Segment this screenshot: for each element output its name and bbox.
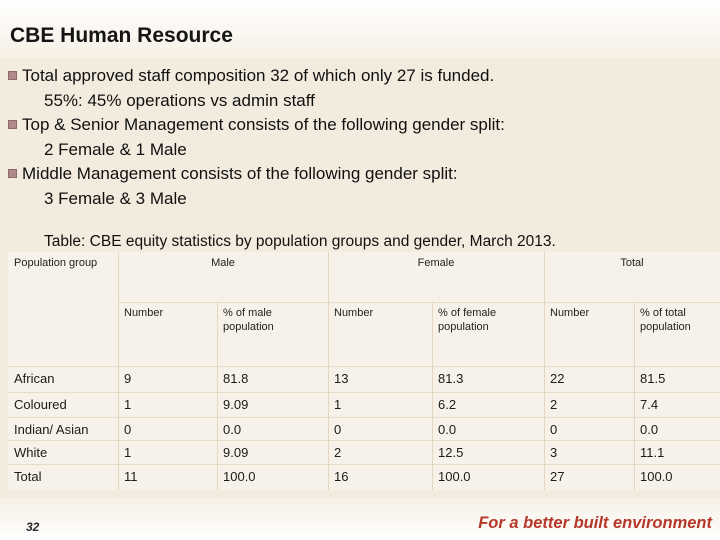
row-group-label: African bbox=[14, 371, 55, 386]
table-cell: 0.0 bbox=[640, 422, 659, 437]
table-cell: 100.0 bbox=[223, 469, 256, 484]
table-cell: 81.3 bbox=[438, 371, 464, 386]
bullet-item bbox=[8, 113, 708, 138]
table-cell: 9 bbox=[124, 371, 132, 386]
row-group-label: Total bbox=[14, 469, 42, 484]
bullet-item bbox=[8, 162, 708, 187]
table-cell: 100.0 bbox=[438, 469, 471, 484]
bullet-subtext: 55%: 45% operations vs admin staff bbox=[44, 90, 315, 110]
header-male: Male bbox=[211, 257, 235, 269]
table-cell: 16 bbox=[334, 469, 349, 484]
bullet-list bbox=[8, 64, 708, 212]
table-cell: 13 bbox=[334, 371, 349, 386]
table-cell: 11 bbox=[124, 469, 138, 484]
table-cell: 81.5 bbox=[640, 371, 666, 386]
table-cell: 9.09 bbox=[223, 397, 249, 412]
column-divider bbox=[432, 302, 433, 490]
square-bullet-icon bbox=[8, 169, 17, 178]
row-divider bbox=[8, 392, 720, 393]
row-divider bbox=[118, 302, 720, 303]
table-cell: 100.0 bbox=[640, 469, 673, 484]
column-divider bbox=[217, 302, 218, 490]
table-cell: 27 bbox=[550, 469, 565, 484]
table-cell: 0.0 bbox=[438, 422, 457, 437]
subheader-male-number: Number bbox=[124, 307, 164, 319]
bullet-subtext: 2 Female & 1 Male bbox=[44, 139, 187, 159]
table-cell: 1 bbox=[334, 397, 342, 412]
row-group-label: Indian/ Asian bbox=[14, 422, 89, 437]
table-cell: 12.5 bbox=[438, 445, 464, 460]
subheader-total-percent: % of total population bbox=[640, 307, 691, 333]
column-divider bbox=[328, 252, 329, 490]
table-cell: 2 bbox=[550, 397, 558, 412]
table-cell: 0 bbox=[550, 422, 558, 437]
subheader-female-number: Number bbox=[334, 307, 374, 319]
column-divider bbox=[118, 252, 119, 490]
bullet-text: Middle Management consists of the following gender split: bbox=[22, 164, 458, 184]
header-population-group: Population group bbox=[14, 257, 98, 269]
slide-title: CBE Human Resource bbox=[10, 24, 233, 47]
page-number: 32 bbox=[26, 520, 40, 534]
bullet-item bbox=[8, 64, 708, 89]
table-cell: 6.2 bbox=[438, 397, 457, 412]
row-group-label: White bbox=[14, 445, 48, 460]
table-caption: Table: CBE equity statistics by population groups and gender, March 2013. bbox=[44, 233, 556, 250]
subheader-male-percent: % of male population bbox=[223, 307, 274, 333]
column-divider bbox=[634, 302, 635, 490]
header-female: Female bbox=[417, 257, 455, 269]
header-total: Total bbox=[620, 257, 644, 269]
subheader-total-number: Number bbox=[550, 307, 590, 319]
table-cell: 2 bbox=[334, 445, 342, 460]
column-divider bbox=[544, 252, 545, 490]
row-divider bbox=[8, 440, 720, 441]
table-cell: 3 bbox=[550, 445, 558, 460]
square-bullet-icon bbox=[8, 71, 17, 80]
bullet-text: Total approved staff composition 32 of which only 27 is funded. bbox=[22, 66, 495, 85]
table-cell: 7.4 bbox=[640, 397, 659, 412]
row-group-label: Coloured bbox=[14, 397, 67, 412]
table-cell: 9.09 bbox=[223, 445, 249, 460]
row-divider bbox=[8, 417, 720, 418]
bullet-subtext: 3 Female & 3 Male bbox=[44, 188, 187, 208]
bullet-text: Top & Senior Management consists of the following gender split: bbox=[22, 115, 505, 135]
table-cell: 22 bbox=[550, 371, 565, 386]
table-cell: 81.8 bbox=[223, 371, 249, 386]
equity-table bbox=[8, 252, 720, 490]
table-cell: 0 bbox=[334, 422, 342, 437]
footer-tagline: For a better built environment bbox=[478, 514, 712, 532]
table-cell: 1 bbox=[124, 445, 132, 460]
subheader-female-percent: % of female population bbox=[438, 307, 497, 333]
row-divider bbox=[8, 366, 720, 367]
row-divider bbox=[8, 464, 720, 465]
table-cell: 1 bbox=[124, 397, 132, 412]
square-bullet-icon bbox=[8, 120, 17, 129]
table-cell: 11.1 bbox=[640, 445, 665, 460]
table-cell: 0.0 bbox=[223, 422, 242, 437]
table-cell: 0 bbox=[124, 422, 132, 437]
